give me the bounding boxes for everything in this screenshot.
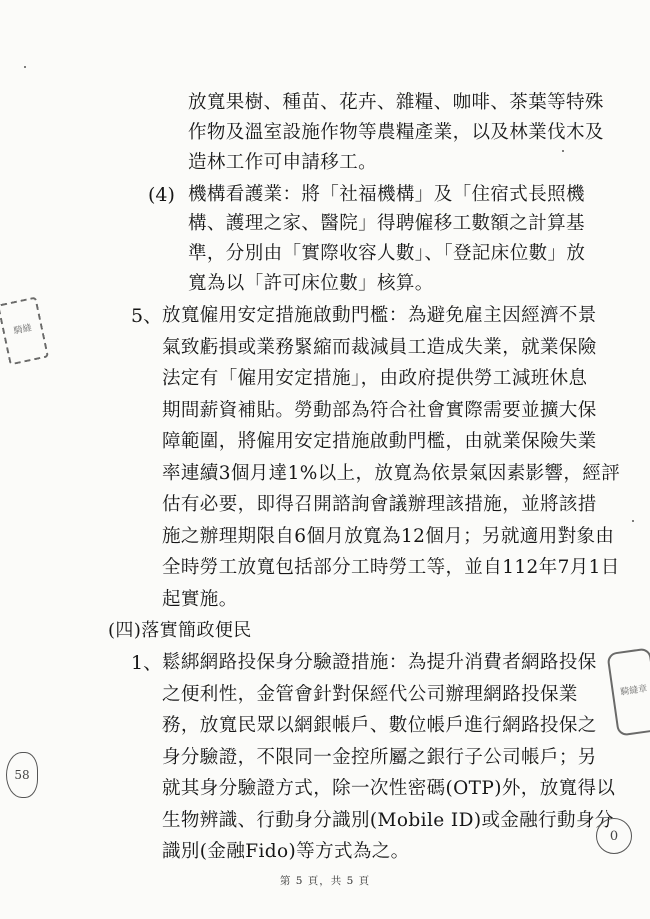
section-heading: (四)落實簡政便民 bbox=[108, 620, 252, 641]
item-4-number: (4) bbox=[148, 184, 175, 206]
text-line: 造林工作可申請移工。 bbox=[188, 152, 378, 173]
paging-seal-left bbox=[6, 752, 38, 798]
text-line: 法定有「僱用安定措施」，由政府提供勞工減班休息 bbox=[162, 368, 588, 389]
text-line: 氣致虧損或業務緊縮而裁減員工造成失業，就業保險 bbox=[162, 337, 597, 358]
seal-stamp-right bbox=[606, 647, 650, 736]
item-5-number: 5、 bbox=[131, 305, 163, 327]
text-line: 生物辨識、行動身分識別(Mobile ID)或金融行動身分 bbox=[162, 810, 614, 831]
text-line: 施之辦理期限自6個月放寬為12個月；另就適用對象由 bbox=[162, 526, 615, 547]
paging-seal-right bbox=[596, 818, 632, 854]
seal-stamp-left bbox=[0, 297, 49, 366]
text-line: 估有必要，即得召開諮詢會議辦理該措施，並將該措 bbox=[162, 494, 597, 515]
text-line: 全時勞工放寬包括部分工時勞工等，並自112年7月1日 bbox=[162, 557, 620, 578]
text-line: 放寬僱用安定措施啟動門檻：為避免雇主因經濟不景 bbox=[162, 305, 597, 326]
text-line: 率連續3個月達1%以上，放寬為依景氣因素影響，經評 bbox=[162, 463, 621, 484]
seal-text: 騎縫 bbox=[12, 323, 33, 337]
page-footer: 第 5 頁，共 5 頁 bbox=[279, 875, 371, 887]
text-line: 寬為以「許可床位數」核算。 bbox=[188, 273, 434, 294]
scan-speck bbox=[24, 66, 26, 68]
text-line: 識別(金融Fido)等方式為之。 bbox=[162, 841, 410, 862]
text-line: 構、護理之家、醫院」得聘僱移工數額之計算基 bbox=[188, 213, 585, 234]
scan-speck bbox=[562, 150, 564, 152]
text-line: 作物及溫室設施作物等農糧產業，以及林業伐木及 bbox=[188, 122, 604, 143]
text-line: 之便利性，金管會針對保經代公司辦理網路投保業 bbox=[162, 684, 578, 705]
seal-text: 0 bbox=[609, 828, 619, 844]
seal-text: 58 bbox=[14, 768, 30, 782]
text-line: 起實施。 bbox=[162, 589, 238, 610]
item-1-number: 1、 bbox=[131, 652, 163, 674]
text-line: 準，分別由「實際收容人數」、「登記床位數」放 bbox=[188, 243, 586, 264]
text-line: 鬆綁網路投保身分驗證措施：為提升消費者網路投保 bbox=[162, 652, 597, 673]
text-line: 障範圍，將僱用安定措施啟動門檻，由就業保險失業 bbox=[162, 431, 597, 452]
text-line: 期間薪資補貼。勞動部為符合社會實際需要並擴大保 bbox=[162, 400, 597, 421]
seal-text: 騎縫章 bbox=[619, 684, 648, 698]
text-line: 機構看護業：將「社福機構」及「住宿式長照機 bbox=[188, 184, 585, 205]
text-line: 身分驗證，不限同一金控所屬之銀行子公司帳戶；另 bbox=[162, 747, 597, 768]
text-line: 務，放寬民眾以網銀帳戶、數位帳戶進行網路投保之 bbox=[162, 715, 597, 736]
scan-speck bbox=[632, 520, 634, 522]
text-line: 放寬果樹、種苗、花卉、雜糧、咖啡、茶葉等特殊 bbox=[188, 92, 604, 113]
text-line: 就其身分驗證方式，除一次性密碼(OTP)外，放寬得以 bbox=[162, 778, 616, 799]
